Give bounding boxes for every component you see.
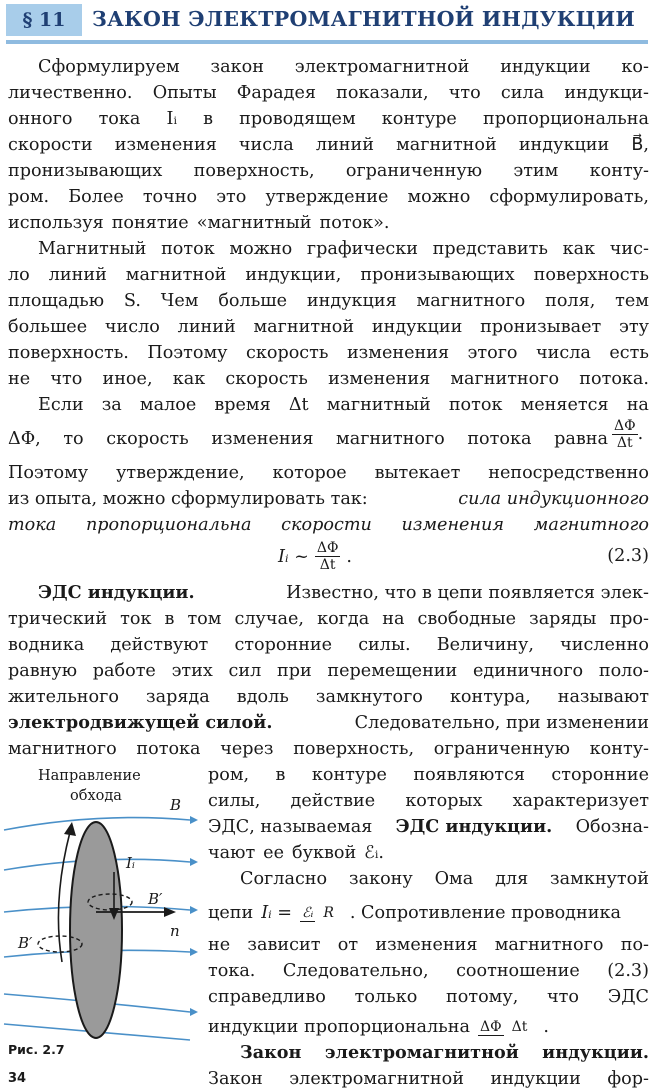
text-line: [8, 460, 649, 486]
word: как: [562, 239, 596, 259]
word: жительного: [8, 687, 119, 707]
word: изменения: [211, 429, 314, 449]
word: индукции.: [542, 1042, 649, 1063]
word: индукция: [306, 291, 397, 311]
text-span: ЭДС, называемая: [208, 817, 373, 837]
fraction-numerator: ΔΦ: [614, 418, 636, 434]
word: магнитного: [416, 291, 526, 311]
text-line: [8, 710, 649, 736]
word: ее: [263, 843, 284, 863]
word: Сформулируем: [38, 57, 180, 77]
word: магнитной: [396, 135, 497, 155]
word: электромагнитной: [289, 1069, 464, 1089]
term-bold: ЭДС индукции.: [38, 582, 195, 603]
label-b-prime: B′: [148, 890, 163, 908]
word: равна: [554, 429, 608, 449]
word: в: [275, 765, 286, 785]
text-line: [38, 392, 649, 418]
word: вдоль: [236, 687, 289, 707]
word: онного: [8, 109, 73, 129]
word: ℰᵢ.: [364, 843, 384, 863]
word: действуют: [110, 635, 209, 655]
text-line: [8, 80, 649, 106]
word: поверхность: [533, 265, 649, 285]
word: это: [216, 187, 247, 207]
text-line: [8, 184, 649, 210]
text-span: цепи: [208, 903, 254, 923]
word: тока: [8, 515, 57, 535]
text-line: [208, 958, 649, 984]
word: замкнутого: [315, 687, 423, 707]
direction-label: обхода: [70, 788, 122, 804]
formula-2-3: Iᵢ ~ $\frac{\Delta\Phi}{\Delta t}$ . (2.3): [278, 540, 649, 573]
word: соотношение: [456, 961, 580, 981]
word: потому,: [446, 987, 519, 1007]
word: только: [354, 987, 418, 1007]
word: как: [172, 369, 206, 389]
word: ЭДС: [607, 987, 649, 1007]
word: заряда: [145, 687, 210, 707]
word: чают: [208, 843, 256, 863]
word: понятие: [111, 213, 189, 233]
word: Поэтому: [147, 343, 228, 363]
word: пронизывающих: [360, 265, 515, 285]
text-line: [208, 984, 649, 1010]
word: точно: [142, 187, 198, 207]
word: изменения: [375, 935, 478, 955]
word: про-: [609, 609, 649, 629]
text-line: [240, 1040, 649, 1066]
word: которое: [272, 463, 347, 483]
word: силы.: [358, 635, 411, 655]
word: утверждение: [265, 187, 389, 207]
term-bold: электродвижущей силой.: [8, 712, 273, 733]
word: через: [220, 739, 274, 759]
word: закону: [348, 869, 413, 889]
word: потока.: [579, 369, 649, 389]
word: Если: [38, 395, 84, 415]
word: поток».: [319, 213, 390, 233]
word: Закон: [240, 1042, 302, 1063]
word: фор-: [607, 1069, 649, 1089]
word: случае,: [234, 609, 305, 629]
word: Iᵢ: [166, 109, 178, 129]
word: числа: [535, 343, 591, 363]
word: время: [214, 395, 271, 415]
word: ром.: [8, 187, 50, 207]
word: магнитного: [533, 515, 649, 535]
word: можно: [407, 187, 471, 207]
word: Δt: [288, 395, 309, 415]
ohm-lhs: Iᵢ =: [261, 903, 293, 923]
formula-lhs: Iᵢ ~: [278, 546, 309, 567]
word: скорость: [246, 343, 329, 363]
word: перемещении: [327, 661, 458, 681]
word: тем: [615, 291, 649, 311]
word: магнитного: [336, 429, 445, 449]
word: Фарадея: [236, 83, 316, 103]
word: конту-: [589, 161, 649, 181]
word: контуре: [381, 109, 457, 129]
word: поло-: [598, 661, 649, 681]
text-span: из опыта, можно сформулировать так:: [8, 489, 368, 509]
word: числа: [238, 135, 294, 155]
word: что: [547, 987, 580, 1007]
text-line: [208, 762, 649, 788]
fraction-numerator: ℰᵢ: [302, 904, 314, 921]
text-line: [208, 840, 649, 866]
word: свободные: [417, 609, 517, 629]
word: ло: [8, 265, 30, 285]
word: индукции: [500, 57, 591, 77]
word: S.: [123, 291, 141, 311]
section-header: [0, 4, 655, 38]
word: B⃗,: [631, 135, 649, 155]
word: сформулировать,: [489, 187, 649, 207]
word: Опыты: [152, 83, 217, 103]
word: конту-: [589, 739, 649, 759]
word: поток: [448, 395, 503, 415]
ohm-fraction: [300, 905, 342, 922]
word: для: [495, 869, 529, 889]
word: изменения: [346, 343, 450, 363]
word: сил: [228, 661, 262, 681]
word: линий: [48, 265, 107, 285]
word: магнитного: [450, 369, 560, 389]
word: водника: [8, 635, 85, 655]
word: меняется: [520, 395, 609, 415]
word: пропорциональна: [85, 515, 252, 535]
word: линий: [177, 317, 236, 337]
word: непосредственно: [488, 463, 649, 483]
conductor-loop: [70, 822, 122, 1038]
word: магнитного: [494, 935, 604, 955]
word: потока: [467, 429, 532, 449]
word: представить: [432, 239, 548, 259]
text-italic: сила индукционного: [458, 489, 649, 509]
word: больше: [218, 291, 288, 311]
word: пронизывает: [480, 317, 602, 337]
word: не: [208, 935, 231, 955]
text-line: [8, 210, 649, 236]
word: магнитной: [253, 317, 355, 337]
word: что: [50, 369, 83, 389]
fraction-numerator: ΔΦ: [316, 540, 339, 556]
word: индукци-: [564, 83, 649, 103]
word: называют: [557, 687, 649, 707]
word: эту: [619, 317, 649, 337]
text-line: [8, 262, 649, 288]
word: можно: [229, 239, 293, 259]
word: в: [203, 109, 214, 129]
word: тока: [98, 109, 141, 129]
word: электромагнитной: [324, 1042, 519, 1063]
label-normal: n: [170, 922, 180, 940]
text-span: Известно, что в цепи появляется элек-: [286, 583, 649, 603]
word: тока.: [208, 961, 256, 981]
word: то: [63, 429, 84, 449]
traversal-arrow: [58, 832, 70, 962]
word: Ома: [434, 869, 474, 889]
word: индукции: [490, 1069, 581, 1089]
word: не: [8, 369, 31, 389]
word: трический: [8, 609, 108, 629]
word: линий: [315, 135, 374, 155]
word: личественно.: [8, 83, 133, 103]
text-line: [8, 106, 649, 132]
word: на: [626, 395, 649, 415]
text-line: [8, 632, 649, 658]
word: по-: [620, 935, 649, 955]
word: контура,: [449, 687, 531, 707]
emf-fraction: [478, 1019, 535, 1036]
word: Величину,: [436, 635, 534, 655]
word: магнитной: [125, 265, 227, 285]
text-line: [8, 340, 649, 366]
word: на: [382, 609, 405, 629]
word: за: [101, 395, 122, 415]
field-arrowheads: [190, 816, 198, 1016]
figure-caption: Рис. 2.7: [8, 1042, 65, 1057]
word: иное,: [102, 369, 153, 389]
rate-fraction: $\frac{\Delta\Phi}{\Delta t}$ .: [614, 418, 644, 451]
fraction-denominator: R: [323, 904, 334, 921]
word: используя: [8, 213, 104, 233]
word: ΔΦ,: [8, 429, 41, 449]
word: численно: [560, 635, 649, 655]
page-number: 34: [8, 1071, 27, 1086]
text-line: индукции пропорциональна ΔΦ Δt .: [208, 1014, 649, 1040]
word: площадью: [8, 291, 105, 311]
word: магнитного: [8, 739, 117, 759]
word: Чем: [160, 291, 199, 311]
word: скорости: [281, 515, 372, 535]
word: ко-: [621, 57, 649, 77]
word: показали,: [336, 83, 429, 103]
word: единичного: [472, 661, 584, 681]
word: Согласно: [240, 869, 328, 889]
text-line: [8, 366, 649, 392]
word: справедливо: [208, 987, 326, 1007]
word: ром,: [208, 765, 250, 785]
word: сторонние: [551, 765, 649, 785]
word: (2.3): [607, 961, 649, 981]
word: пропорциональна: [482, 109, 649, 129]
direction-label: Направление: [38, 768, 141, 784]
fraction-denominator: Δt: [511, 1018, 528, 1035]
header-rule: [6, 40, 648, 44]
word: работе: [92, 661, 156, 681]
word: от: [337, 935, 359, 955]
word: буквой: [292, 843, 357, 863]
word: что: [448, 83, 481, 103]
word: магнитный: [326, 395, 431, 415]
word: есть: [609, 343, 649, 363]
word: ограниченную: [433, 739, 570, 759]
word: пронизывающих: [8, 161, 163, 181]
word: при: [276, 661, 312, 681]
text-line: [38, 580, 649, 606]
label-b-vector: B: [170, 796, 182, 814]
text-line: [8, 736, 649, 762]
text-line: [208, 1066, 649, 1091]
word: поверхность,: [193, 161, 315, 181]
text-line: [8, 512, 649, 538]
word: Более: [68, 187, 124, 207]
figure-2-7: [0, 762, 200, 1042]
text-line: [208, 814, 649, 840]
word: Следовательно,: [282, 961, 429, 981]
text-span: . Сопротивление проводника: [349, 903, 621, 923]
word: утверждение,: [116, 463, 245, 483]
word: малое: [139, 395, 197, 415]
word: том: [187, 609, 222, 629]
text-line: [8, 684, 649, 710]
section-title: ЗАКОН ЭЛЕКТРОМАГНИТНОЙ ИНДУКЦИИ: [92, 7, 636, 31]
word: изменения: [328, 369, 431, 389]
word: контуре: [311, 765, 387, 785]
word: поверхность,: [293, 739, 415, 759]
text-line: [8, 132, 649, 158]
word: этих: [171, 661, 213, 681]
text-line: [8, 314, 649, 340]
word: этим: [513, 161, 559, 181]
word: поля,: [545, 291, 596, 311]
word: графически: [306, 239, 418, 259]
word: равную: [8, 661, 78, 681]
equation-number: (2.3): [607, 546, 649, 566]
word: индукции: [518, 135, 610, 155]
term-bold: ЭДС индукции.: [395, 816, 553, 837]
word: ограниченную: [345, 161, 483, 181]
fraction-denominator: Δt: [616, 435, 633, 451]
word: Закон: [208, 1069, 263, 1089]
text-span: индукции пропорциональна: [208, 1017, 470, 1037]
word: силы,: [208, 791, 261, 811]
word: число: [104, 317, 160, 337]
word: поток: [161, 239, 215, 259]
text-span: Обозна-: [575, 817, 649, 837]
fraction-denominator: Δt: [319, 557, 336, 573]
word: появляются: [413, 765, 525, 785]
word: Поэтому: [8, 463, 89, 483]
label-b-prime: B′: [18, 934, 33, 952]
text-line: [208, 788, 649, 814]
text-line: [8, 158, 649, 184]
word: в: [164, 609, 175, 629]
word: проводящем: [239, 109, 356, 129]
fraction-numerator: ΔΦ: [479, 1018, 502, 1035]
word: характеризует: [512, 791, 649, 811]
word: действие: [290, 791, 376, 811]
word: Магнитный: [38, 239, 147, 259]
word: вытекает: [374, 463, 461, 483]
word: этого: [467, 343, 518, 363]
text-line: [208, 932, 649, 958]
word: индукции,: [245, 265, 342, 285]
word: изменения: [114, 135, 217, 155]
label-current: Iᵢ: [126, 854, 135, 872]
word: заряды: [529, 609, 597, 629]
word: индукции: [371, 317, 463, 337]
word: когда: [317, 609, 370, 629]
word: сторонние: [234, 635, 333, 655]
text-line: [8, 426, 608, 452]
text-line: [38, 54, 649, 80]
text-line: [38, 236, 649, 262]
word: изменения: [401, 515, 505, 535]
text-line: [8, 658, 649, 684]
word: замкнутой: [550, 869, 649, 889]
text-line: [8, 486, 649, 512]
section-number: § 11: [6, 4, 82, 36]
word: зависит: [247, 935, 321, 955]
word: потока: [136, 739, 201, 759]
word: которых: [405, 791, 483, 811]
word: большее: [8, 317, 88, 337]
text-line: [240, 866, 649, 892]
text-line: [8, 288, 649, 314]
text-line: [8, 606, 649, 632]
word: скорость: [106, 429, 189, 449]
word: поверхность.: [8, 343, 129, 363]
word: закон: [210, 57, 264, 77]
text-line: [208, 900, 649, 926]
text-span: Следовательно, при изменении: [354, 713, 649, 733]
word: чис-: [609, 239, 649, 259]
word: ток: [120, 609, 152, 629]
word: электромагнитной: [294, 57, 470, 77]
word: скорости: [8, 135, 93, 155]
word: сила: [500, 83, 545, 103]
word: скорость: [225, 369, 308, 389]
word: «магнитный: [196, 213, 312, 233]
